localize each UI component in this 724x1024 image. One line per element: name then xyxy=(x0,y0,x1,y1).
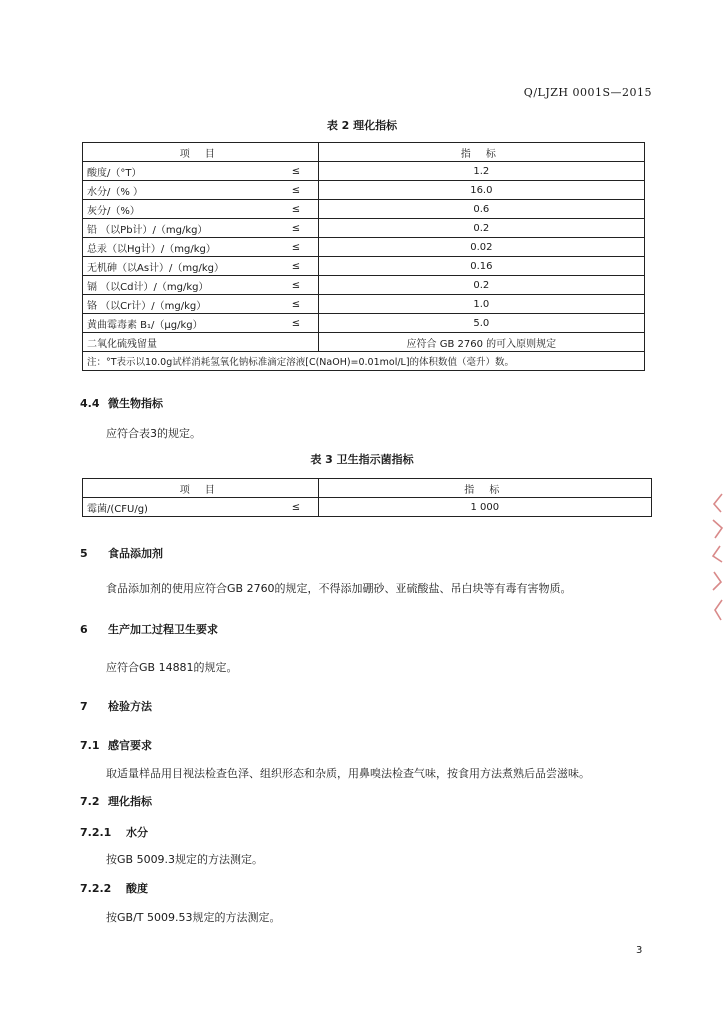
section-7-heading xyxy=(80,698,152,714)
section-7-2-1-text: 按GB 5009.3规定的方法测定。 xyxy=(106,853,264,866)
row-item: 铬 （以Cr计）/（mg/kg） xyxy=(83,295,275,314)
section-7-2-2-text: 按GB/T 5009.53规定的方法测定。 xyxy=(106,911,281,924)
table-row xyxy=(83,181,645,200)
row-operator: ≤ xyxy=(274,314,318,333)
table-row xyxy=(83,314,645,333)
section-title: 食品添加剂 xyxy=(108,547,163,560)
table3-caption: 表 3 卫生指示菌指标 xyxy=(310,453,414,466)
table-note-row xyxy=(83,352,645,371)
table-row xyxy=(83,238,645,257)
section-6-heading xyxy=(80,621,218,637)
section-number: 7.1 xyxy=(80,739,100,752)
row-item: 灰分/（%） xyxy=(83,200,275,219)
section-7-1-text: 取适量样品用目视法检查色泽、组织形态和杂质，用鼻嗅法检查气味，按食用方法煮熟后品尝滋味。 xyxy=(106,767,590,780)
page-number: 3 xyxy=(636,945,643,956)
row-operator: ≤ xyxy=(274,219,318,238)
table-row xyxy=(83,257,645,276)
section-number: 7.2.2 xyxy=(80,882,112,895)
standard-number: Q/LJZH 0001S—2015 xyxy=(523,86,652,99)
row-value: 1.0 xyxy=(318,295,644,314)
header-value: 指 标 xyxy=(318,143,644,162)
section-5-text: 食品添加剂的使用应符合GB 2760的规定，不得添加硼砂、亚硫酸盐、吊白块等有毒有害物质。 xyxy=(106,582,572,595)
row-value: 0.6 xyxy=(318,200,644,219)
table-row xyxy=(83,333,645,352)
section-title: 酸度 xyxy=(126,882,148,895)
section-6-text: 应符合GB 14881的规定。 xyxy=(106,661,238,674)
section-number: 7.2 xyxy=(80,795,100,808)
row-value: 0.2 xyxy=(318,219,644,238)
row-operator: ≤ xyxy=(274,257,318,276)
section-7-1-heading xyxy=(80,737,152,753)
section-5-heading xyxy=(80,545,163,561)
section-title: 生产加工过程卫生要求 xyxy=(108,623,218,636)
table-row xyxy=(83,295,645,314)
row-value: 应符合 GB 2760 的可入原则规定 xyxy=(318,333,644,352)
section-title: 水分 xyxy=(126,826,148,839)
table-header-row xyxy=(83,143,645,162)
section-title: 微生物指标 xyxy=(108,397,163,410)
section-4-4-text: 应符合表3的规定。 xyxy=(106,427,201,440)
row-item: 水分/（% ） xyxy=(83,181,275,200)
section-7-2-heading xyxy=(80,793,152,809)
row-value: 16.0 xyxy=(318,181,644,200)
row-value: 0.2 xyxy=(318,276,644,295)
row-item: 酸度/（°T） xyxy=(83,162,275,181)
table-header-row xyxy=(83,479,652,498)
row-item: 霉菌/(CFU/g) xyxy=(83,498,275,517)
section-number: 4.4 xyxy=(80,397,100,410)
table-note: 注：°T表示以10.0g试样消耗氢氧化钠标准滴定溶液[C(NaOH)=0.01mol/L]的体积数值（毫升）数。 xyxy=(83,352,645,371)
row-operator: ≤ xyxy=(274,498,318,517)
table-row xyxy=(83,498,652,517)
table-row xyxy=(83,200,645,219)
row-item: 铅 （以Pb计）/（mg/kg） xyxy=(83,219,275,238)
section-4-4-heading xyxy=(80,395,163,411)
section-number: 7 xyxy=(80,700,88,713)
section-number: 7.2.1 xyxy=(80,826,112,839)
table2-physicochemical xyxy=(82,142,645,371)
table2-caption: 表 2 理化指标 xyxy=(326,119,398,132)
row-operator: ≤ xyxy=(274,238,318,257)
row-operator: ≤ xyxy=(274,200,318,219)
row-value: 1.2 xyxy=(318,162,644,181)
section-title: 理化指标 xyxy=(108,795,152,808)
row-item: 黄曲霉毒素 B₁/（μg/kg） xyxy=(83,314,275,333)
row-operator: ≤ xyxy=(274,181,318,200)
row-value: 5.0 xyxy=(318,314,644,333)
row-item: 总汞（以Hg计）/（mg/kg） xyxy=(83,238,275,257)
table3-indicator-bacteria xyxy=(82,478,652,517)
row-item: 无机砷（以As计）/（mg/kg） xyxy=(83,257,275,276)
table-row xyxy=(83,219,645,238)
table-row xyxy=(83,162,645,181)
section-number: 6 xyxy=(80,623,88,636)
row-item: 镉 （以Cd计）/（mg/kg） xyxy=(83,276,275,295)
row-operator: ≤ xyxy=(274,295,318,314)
header-item: 项 目 xyxy=(83,143,319,162)
header-item: 项 目 xyxy=(83,479,319,498)
row-value: 1 000 xyxy=(318,498,651,517)
section-number: 5 xyxy=(80,547,88,560)
row-operator: ≤ xyxy=(274,162,318,181)
row-value: 0.16 xyxy=(318,257,644,276)
section-title: 检验方法 xyxy=(108,700,152,713)
section-7-2-1-heading xyxy=(80,824,148,840)
table-row xyxy=(83,276,645,295)
row-operator: ≤ xyxy=(274,276,318,295)
section-title: 感官要求 xyxy=(108,739,152,752)
header-value: 指 标 xyxy=(318,479,651,498)
row-item: 二氧化硫残留量 xyxy=(83,333,319,352)
section-7-2-2-heading xyxy=(80,880,148,896)
row-value: 0.02 xyxy=(318,238,644,257)
seal-stamp-fragment xyxy=(710,490,724,630)
